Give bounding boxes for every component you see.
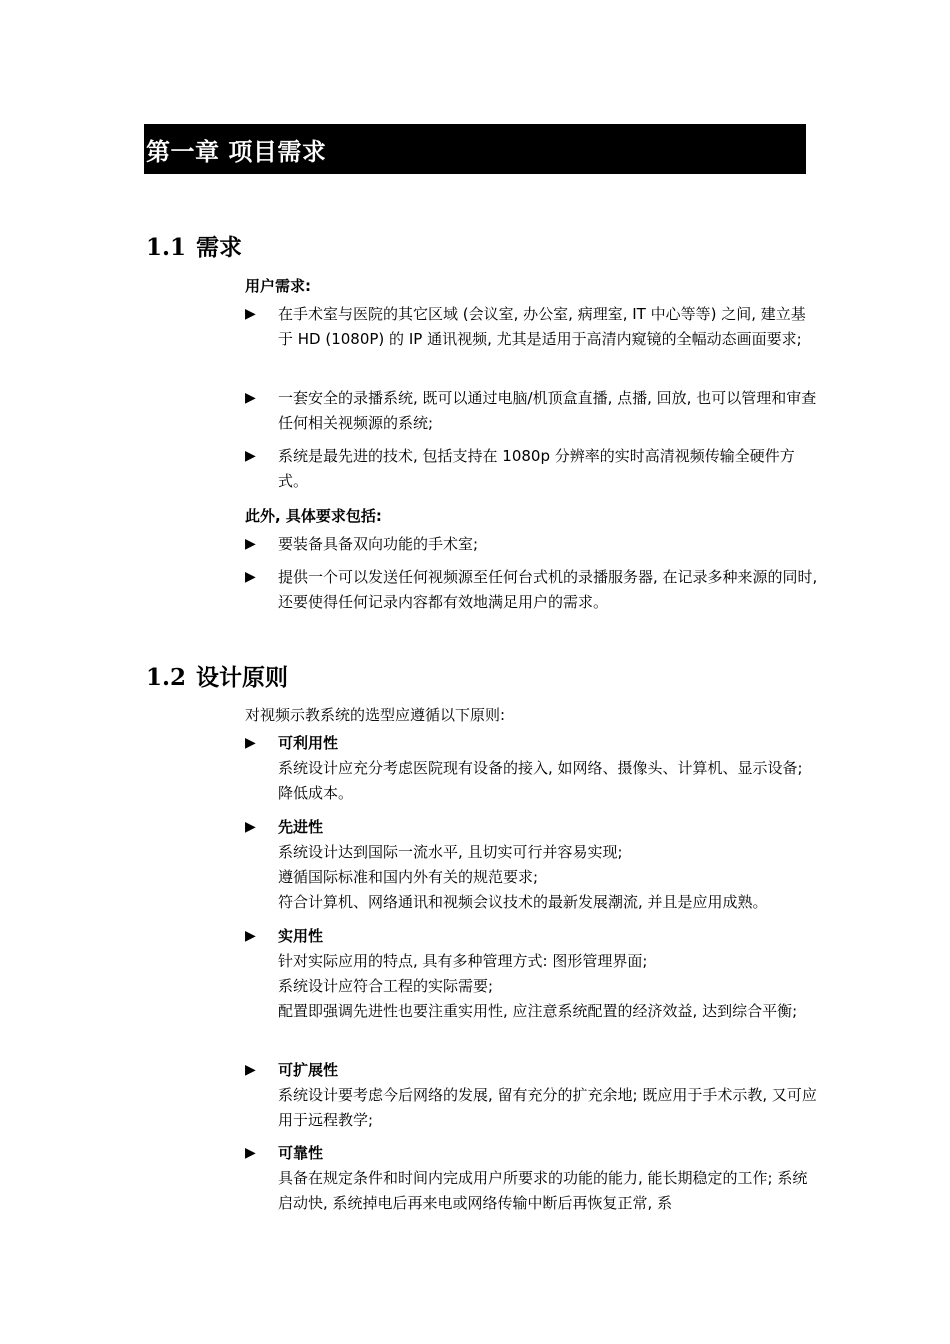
principle-item [245,924,820,1024]
principle-line: 针对实际应用的特点, 具有多种管理方式: 图形管理界面; [278,952,648,970]
section-title: 设计原则 [196,665,289,691]
list-item-text: 要装备具备双向功能的手术室; [278,535,479,553]
principle-title: 先进性 [278,818,324,836]
principle-line: 遵循国际标准和国内外有关的规范要求; [278,868,539,886]
bullet-arrow-icon: ▶ [245,819,256,835]
bullet-arrow-icon: ▶ [245,1145,256,1161]
section-heading-1-2 [146,659,288,692]
list-item [245,565,820,615]
principle-line: 系统设计达到国际一流水平, 且切实可行并容易实现; [278,843,623,861]
list-item-text: 提供一个可以发送任何视频源至任何台式机的录播服务器, 在记录多种来源的同时, 还要使得任何记录内容都有效地满足用户的需求。 [278,568,818,611]
principle-line: 配置即强调先进性也要注重实用性, 应注意系统配置的经济效益, 达到综合平衡; [278,1002,798,1020]
bullet-arrow-icon: ▶ [245,306,256,322]
list-item [245,532,820,557]
principle-item [245,731,820,806]
principle-title: 可靠性 [278,1144,324,1162]
section-number: 1.2 [146,664,187,691]
section-title: 需求 [196,235,243,261]
principle-title: 可扩展性 [278,1061,339,1079]
principle-line: 系统设计应充分考虑医院现有设备的接入, 如网络、摄像头、计算机、显示设备; 降低成本。 [278,759,803,802]
bullet-arrow-icon: ▶ [245,390,256,406]
principles-intro: 对视频示教系统的选型应遵循以下原则: [245,706,506,724]
list-item-text: 一套安全的录播系统, 既可以通过电脑/机顶盒直播, 点播, 回放, 也可以管理和审查任何相关视频源的系统; [278,389,817,432]
chapter-title-bar [144,124,806,174]
list-item [245,444,820,494]
section-heading-1-1 [146,229,242,262]
list-item [245,302,820,352]
principle-item [245,1058,820,1133]
bullet-arrow-icon: ▶ [245,735,256,751]
list-item [245,386,820,436]
principle-line: 系统设计要考虑今后网络的发展, 留有充分的扩充余地; 既应用于手术示教, 又可应用于远程教学; [278,1086,817,1129]
principle-line: 具备在规定条件和时间内完成用户所要求的功能的能力, 能长期稳定的工作; 系统启动快, 系统掉电后再来电或网络传输中断后再恢复正常, 系 [278,1169,808,1212]
principle-item [245,815,820,915]
principle-title: 可利用性 [278,734,339,752]
section-number: 1.1 [146,234,187,261]
extra-requirements-label: 此外, 具体要求包括: [245,507,382,525]
list-item-text: 在手术室与医院的其它区域 (会议室, 办公室, 病理室, IT 中心等等) 之间, 建立基于 HD (1080P) 的 IP 通讯视频, 尤其是适用于高清内窥镜的全幅动态画面要求; [278,305,806,348]
bullet-arrow-icon: ▶ [245,1062,256,1078]
bullet-arrow-icon: ▶ [245,536,256,552]
principle-line: 符合计算机、网络通讯和视频会议技术的最新发展潮流, 并且是应用成熟。 [278,893,768,911]
bullet-arrow-icon: ▶ [245,928,256,944]
chapter-title: 第一章 项目需求 [146,137,327,166]
list-item-text: 系统是最先进的技术, 包括支持在 1080p 分辨率的实时高清视频传输全硬件方式。 [278,447,795,490]
principle-line: 系统设计应符合工程的实际需要; [278,977,494,995]
user-requirements-label: 用户需求: [245,277,311,295]
principle-title: 实用性 [278,927,324,945]
principle-item [245,1141,820,1216]
bullet-arrow-icon: ▶ [245,448,256,464]
bullet-arrow-icon: ▶ [245,569,256,585]
